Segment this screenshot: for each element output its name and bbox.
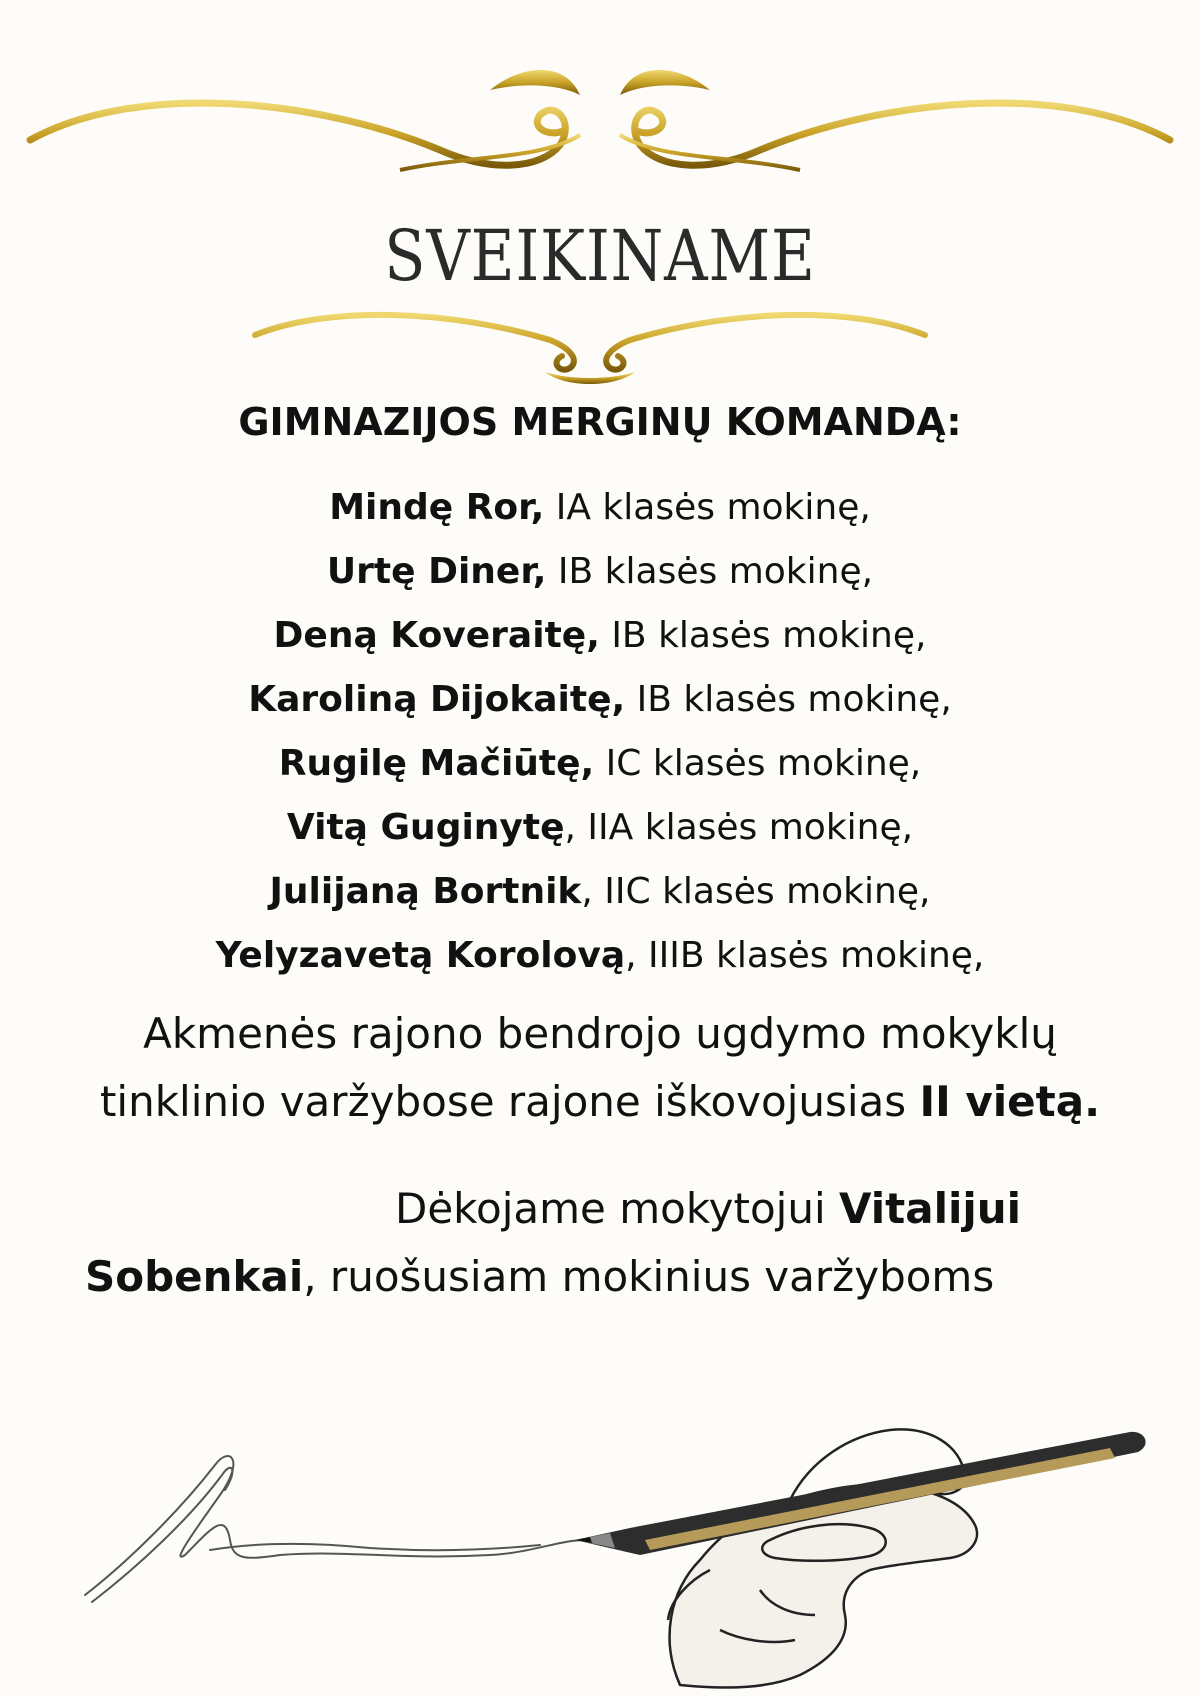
teacher-name: Vitalijui Sobenkai xyxy=(85,1184,1022,1301)
result-paragraph xyxy=(60,1000,1140,1136)
list-item xyxy=(0,540,1200,604)
member-name: Karoliną Dijokaitę, xyxy=(248,679,626,720)
thanks-prefix: Dėkojame mokytojui xyxy=(395,1184,839,1233)
gold-flourish-top xyxy=(20,60,1180,190)
thanks-paragraph xyxy=(85,1175,1125,1311)
member-class: IB klasės mokinę, xyxy=(599,615,927,656)
member-class: , IIA klasės mokinę, xyxy=(564,807,914,848)
result-place: II vietą. xyxy=(919,1077,1101,1126)
list-item xyxy=(0,732,1200,796)
result-text: Akmenės rajono bendrojo ugdymo mokyklų tinklinio varžybose rajone iškovojusias xyxy=(99,1009,1057,1126)
member-name: Vitą Guginytę xyxy=(286,807,565,848)
signature-scribble xyxy=(85,1456,585,1602)
list-item xyxy=(0,796,1200,860)
member-name: Mindę Ror, xyxy=(329,487,545,528)
member-name: Urtę Diner, xyxy=(326,551,547,592)
gold-flourish-bottom xyxy=(250,300,930,390)
member-class: IB klasės mokinę, xyxy=(546,551,874,592)
page-title: SVEIKINAME xyxy=(384,215,816,297)
member-class: IB klasės mokinę, xyxy=(625,679,952,720)
member-class: IC klasės mokinę, xyxy=(594,743,922,784)
thanks-suffix: , ruošusiam mokinius varžyboms xyxy=(303,1252,995,1301)
list-item xyxy=(0,668,1200,732)
member-name: Deną Koveraitę, xyxy=(273,615,600,656)
member-list xyxy=(0,476,1200,988)
member-name: Rugilę Mačiūtę, xyxy=(278,743,595,784)
hand-signing-illustration xyxy=(70,1390,1180,1690)
member-name: Julijaną Bortnik xyxy=(269,871,582,912)
team-heading: GIMNAZIJOS MERGINŲ KOMANDĄ: xyxy=(238,400,962,444)
member-class: , IIC klasės mokinę, xyxy=(581,871,931,912)
list-item xyxy=(0,860,1200,924)
list-item xyxy=(0,604,1200,668)
member-name: Yelyzavetą Korolovą xyxy=(215,935,626,976)
list-item xyxy=(0,924,1200,988)
member-class: , IIIB klasės mokinę, xyxy=(625,935,985,976)
list-item xyxy=(0,476,1200,540)
member-class: IA klasės mokinę, xyxy=(544,487,871,528)
